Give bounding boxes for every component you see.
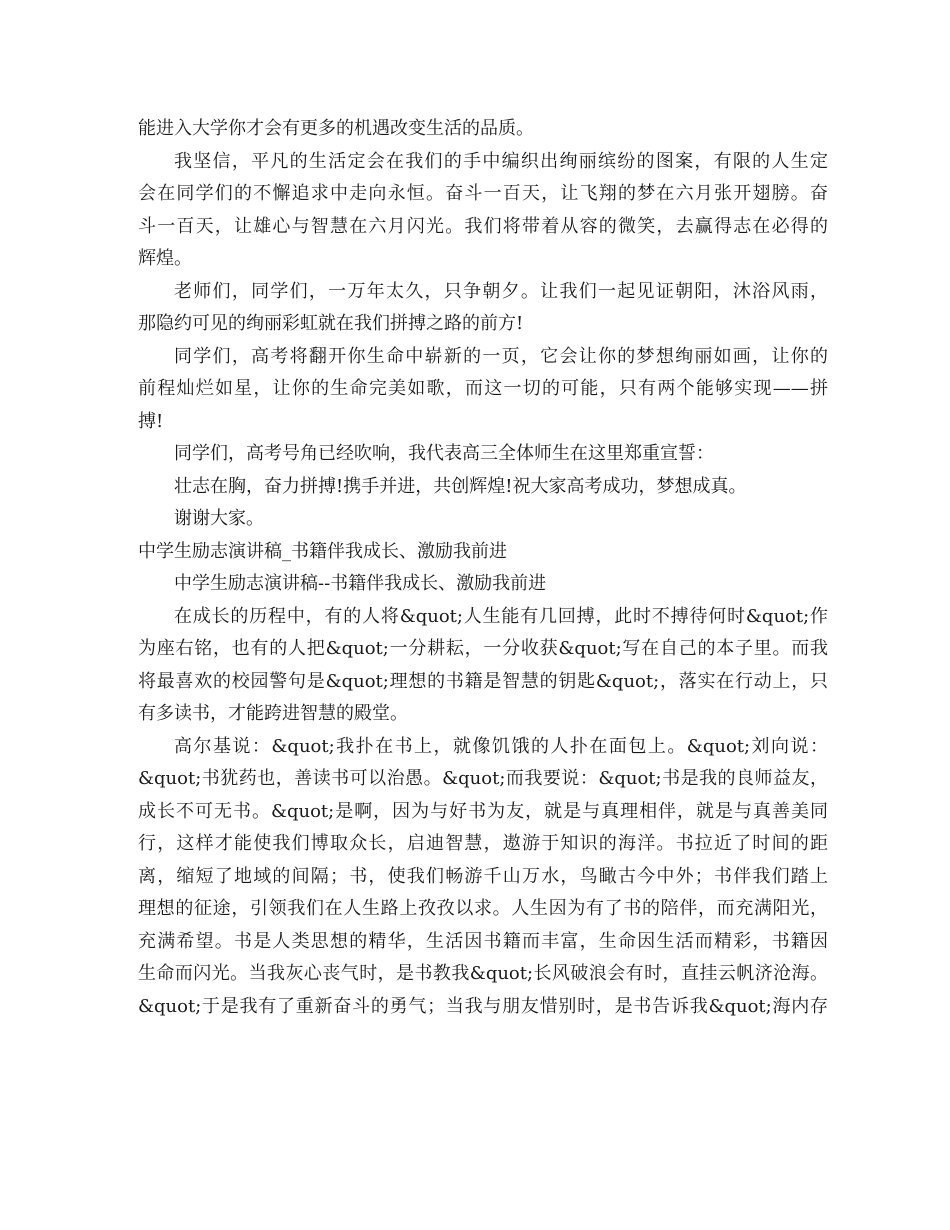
- document-body: [138, 113, 828, 1023]
- text-line: 会在同学们的不懈追求中走向永恒。奋斗一百天，让飞翔的梦在六月张开翅膀。奋: [138, 183, 828, 204]
- text-line: &quot;于是我有了重新奋斗的勇气；当我与朋友惜别时，是书告诉我&quot;海内存: [138, 995, 828, 1017]
- text-line: 在成长的历程中，有的人将&quot;人生能有几回搏，此时不搏待何时&quot;作: [174, 605, 828, 627]
- text-line: 同学们，高考号角已经吹响，我代表高三全体师生在这里郑重宣誓：: [174, 443, 714, 464]
- text-line: 中学生励志演讲稿--书籍伴我成长、激励我前进: [174, 573, 547, 594]
- text-line: 充满希望。书是人类思想的精华，生活因书籍而丰富，生命因生活而精彩，书籍因: [138, 930, 828, 952]
- text-line: 能进入大学你才会有更多的机遇改变生活的品质。: [138, 118, 534, 139]
- text-line: 理想的征途，引领我们在人生路上孜孜以求。人生因为有了书的陪伴，而充满阳光，: [138, 898, 828, 919]
- text-line: &quot;书犹药也，善读书可以治愚。&quot;而我要说：&quot;书是我的良师益友，: [138, 768, 828, 789]
- text-line: 成长不可无书。&quot;是啊，因为与好书为友，就是与真理相伴，就是与真善美同: [138, 800, 828, 822]
- text-line: 行，这样才能使我们博取众长，启迪智慧，遨游于知识的海洋。书拉近了时间的距: [138, 833, 828, 854]
- text-line: 有多读书，才能跨进智慧的殿堂。: [138, 703, 408, 724]
- text-line: 生命而闪光。当我灰心丧气时，是书教我&quot;长风破浪会有时，直挂云帆济沧海。: [138, 963, 828, 984]
- text-line: 前程灿烂如星，让你的生命完美如歌，而这一切的可能，只有两个能够实现——拼: [138, 378, 828, 399]
- text-line: 斗一百天，让雄心与智慧在六月闪光。我们将带着从容的微笑，去赢得志在必得的: [138, 215, 828, 237]
- text-line: 为座右铭，也有的人把&quot;一分耕耘，一分收获&quot;写在自己的本子里。而我: [138, 638, 828, 659]
- text-line: 壮志在胸，奋力拼搏!携手并进，共创辉煌!祝大家高考成功，梦想成真。: [174, 475, 747, 497]
- text-line: 中学生励志演讲稿_书籍伴我成长、激励我前进: [138, 540, 507, 562]
- text-line: 搏!: [138, 410, 164, 432]
- text-line: 老师们，同学们，一万年太久，只争朝夕。让我们一起见证朝阳，沐浴风雨，: [174, 280, 828, 302]
- text-line: 离，缩短了地域的间隔；书，使我们畅游千山万水，鸟瞰古今中外；书伴我们踏上: [138, 865, 828, 887]
- text-line: 同学们，高考将翻开你生命中崭新的一页，它会让你的梦想绚丽如画，让你的: [174, 345, 828, 367]
- text-line: 高尔基说：&quot;我扑在书上，就像饥饿的人扑在面包上。&quot;刘向说：: [174, 735, 828, 757]
- text-line: 辉煌。: [138, 248, 192, 269]
- text-line: 那隐约可见的绚丽彩虹就在我们拼搏之路的前方!: [138, 313, 524, 334]
- text-line: 我坚信，平凡的生活定会在我们的手中编织出绚丽缤纷的图案，有限的人生定: [174, 150, 828, 172]
- text-line: 谢谢大家。: [174, 508, 264, 529]
- text-line: 将最喜欢的校园警句是&quot;理想的书籍是智慧的钥匙&quot;，落实在行动上，只: [138, 670, 828, 692]
